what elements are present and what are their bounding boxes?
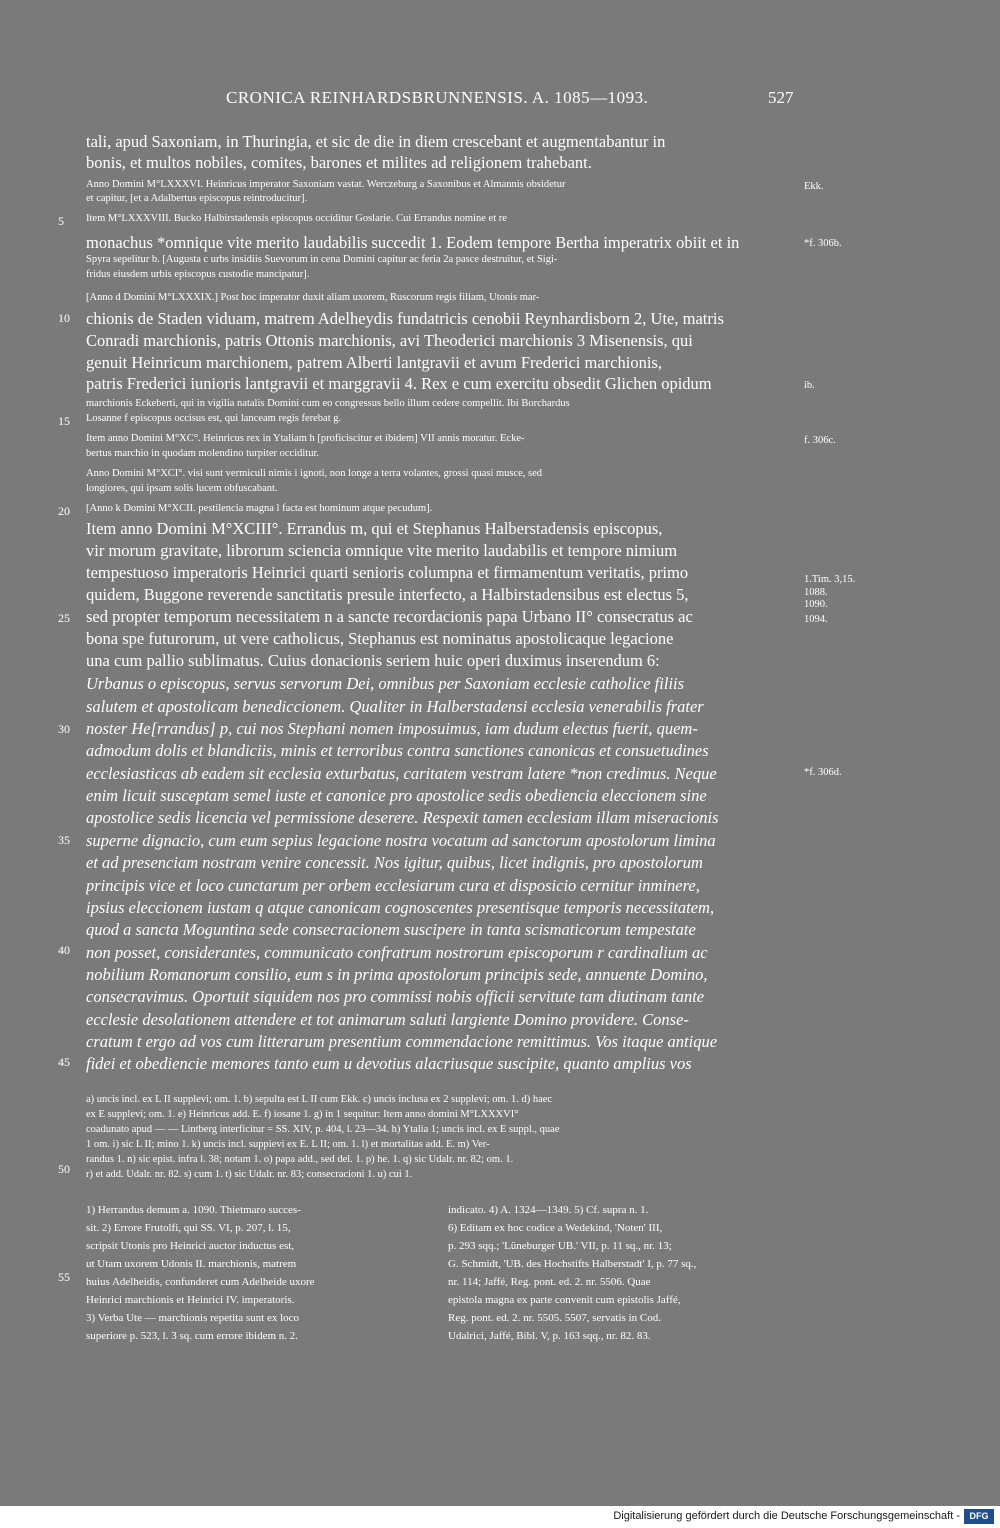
margin-note: 1088. [804, 587, 828, 598]
footnote-line: sit. 2) Errore Frutolfi, qui SS. VI, p. 207, l. 15, [86, 1222, 291, 1234]
line-number: 15 [58, 414, 70, 428]
line-number: 40 [58, 943, 70, 957]
footnote-line: G. Schmidt, 'UB. des Hochstifts Halberstadt' I, p. 77 sq., [448, 1258, 697, 1270]
text-line: noster He[rrandus] p, cui nos Stephani nomen imposuimus, iam dudum electus fuerit, quem- [86, 719, 698, 738]
page-number: 527 [768, 88, 794, 107]
line-number: 25 [58, 611, 70, 625]
text-line: quod a sancta Moguntina sede consecracionem suscipere in tanta scismaticorum tempestate [86, 920, 696, 939]
text-line: fridus eiusdem urbis episcopus custodie mancipatur]. [86, 269, 310, 280]
footnote-line: 3) Verba Ute — marchionis repetita sunt ex loco [86, 1312, 300, 1324]
footnote-line: superiore p. 523, l. 3 sq. cum errore ibidem n. 2. [86, 1330, 299, 1342]
text-line: Anno Domini M°XCI°. visi sunt vermiculi nimis i ignoti, non longe a terra volantes, grossi quasi musce, sed [86, 468, 543, 479]
footnote-line: nr. 114; Jaffé, Reg. pont. ed. 2. nr. 5506. Quae [448, 1276, 651, 1288]
text-line: et ad presenciam nostram venire concessit. Nos igitur, quibus, licet indignis, pro apostolorum [86, 853, 703, 872]
footnote-line: 1) Herrandus demum a. 1090. Thietmaro succes- [86, 1204, 301, 1216]
margin-note: *f. 306d. [804, 767, 842, 778]
text-line: Spyra sepelitur b. [Augusta c urbs insidiis Suevorum in cena Domini capitur ac feria 2a pasce destruitur, et Sigi- [86, 254, 558, 265]
footnote-line: Udalrici, Jaffé, Bibl. V, p. 163 sqq., nr. 82. 83. [448, 1330, 651, 1342]
text-line: bonis, et multos nobiles, comites, barones et milites ad religionem trahebant. [86, 153, 592, 172]
text-line: una cum pallio sublimatus. Cuius donacionis seriem huic operi duximus inserendum 6: [86, 651, 660, 670]
text-line: tali, apud Saxoniam, in Thuringia, et sic de die in diem crescebant et augmentabantur in [86, 132, 666, 151]
footer-credit: Digitalisierung gefördert durch die Deutsche Forschungsgemeinschaft - [613, 1510, 960, 1522]
footnote-line: p. 293 sqq.; 'Lüneburger UB.' VII, p. 11 sq., nr. 13; [448, 1240, 672, 1252]
footnote-line: epistola magna ex parte convenit cum epistolis Jaffé, [448, 1294, 681, 1306]
line-number: 45 [58, 1055, 70, 1069]
text-line: [Anno k Domini M°XCII. pestilencia magna l facta est hominum atque pecudum]. [86, 503, 433, 514]
text-line: patris Frederici iunioris lantgravii et marggravii 4. Rex e cum exercitu obsedit Glichen opidum [86, 374, 712, 393]
apparatus-line: coadunato apud — — Lintberg interficitur = SS. XIV, p. 404, l. 23—34. h) Ytalia 1; uncis incl. ex E suppl., quae [86, 1124, 560, 1135]
text-line: fidei et obediencie memores tanto eum u devotius alacriusque suscipite, quanto amplius vos [86, 1054, 692, 1073]
apparatus-line: ex E supplevi; om. 1. e) Heinricus add. E. f) iosane 1. g) in 1 sequitur: Item anno domini M°LXXXVI° [86, 1109, 519, 1120]
running-title: CRONICA REINHARDSBRUNNENSIS. A. 1085—1093. [226, 88, 649, 107]
text-line: Item M°LXXXVIII. Bucko Halbirstadensis episcopus occiditur Goslarie. Cui Errandus nomine et re [86, 213, 507, 224]
margin-note: ib. [804, 380, 815, 391]
footnote-line: Heinrici marchionis et Heinrici IV. imperatoris. [86, 1294, 295, 1306]
text-line: quidem, Buggone reverende sanctitatis presule interfecto, a Halbirstadensibus est electus 5, [86, 585, 689, 604]
text-line: vir morum gravitate, librorum sciencia omnique vite merito laudabilis et tempore nimium [86, 541, 678, 560]
footnote-line: indicato. 4) A. 1324—1349. 5) Cf. supra n. 1. [448, 1204, 649, 1216]
footnote-line: ut Utam uxorem Udonis II. marchionis, matrem [86, 1258, 297, 1270]
text-line: Conradi marchionis, patris Ottonis marchionis, avi Theoderici marchionis 3 Misenensis, qui [86, 331, 693, 350]
line-number: 35 [58, 833, 70, 847]
line-number: 55 [58, 1270, 70, 1284]
apparatus-line: 1 om. i) sic L II; mino 1. k) uncis incl. suppievi ex E. L II; om. 1. l) et mortalitas add. E. m) Ver- [86, 1139, 490, 1150]
text-line: longiores, qui ipsam solis lucem obfuscabant. [86, 483, 278, 494]
text-line: enim licuit susceptam semel iuste et canonice pro apostolice sedis obediencia eleccionem sine [86, 786, 707, 805]
text-line: admodum dolis et blandiciis, minis et terroribus contra sanctiones canonicas et consuetudines [86, 741, 709, 760]
dfg-logo: DFG [964, 1509, 994, 1524]
apparatus-line: r) et add. Udalr. nr. 82. s) cum 1. t) sic Udalr. nr. 83; consecracioni 1. u) cui 1. [86, 1169, 413, 1180]
text-line: superne dignacio, cum eum sepius legacione nostra vocatum ad sanctorum apostolorum limina [86, 831, 716, 850]
text-line: bertus marchio in quodam molendino turpiter occiditur. [86, 448, 319, 459]
text-line: ipsius eleccionem iustam q atque canonicam cognoscentes presentisque temporis necessitatem, [86, 898, 715, 917]
text-line: [Anno d Domini M°LXXXIX.] Post hoc imperator duxit aliam uxorem, Ruscorum regis filiam, Utonis mar- [86, 292, 540, 303]
text-line: Urbanus o episcopus, servus servorum Dei, omnibus per Saxoniam ecclesie catholice filiis [86, 674, 685, 693]
margin-note: 1.Tim. 3,15. [804, 574, 856, 585]
footer-bar [0, 1506, 1000, 1528]
text-line: chionis de Staden viduam, matrem Adelheydis fundatricis cenobii Reynhardisborn 2, Ute, matris [86, 309, 724, 328]
margin-note: 1094. [804, 614, 828, 625]
text-line: ecclesie desolationem attendere et tot animarum saluti largiente Domino providere. Conse- [86, 1010, 689, 1029]
line-number: 50 [58, 1162, 70, 1176]
text-line: sed propter temporum necessitatem n a sancte recordacionis papa Urbano II° consecratus ac [86, 607, 693, 626]
text-line: Item anno Domini M°XCIII°. Errandus m, qui et Stephanus Halberstadensis episcopus, [86, 519, 663, 538]
text-line: monachus *omnique vite merito laudabilis succedit 1. Eodem tempore Bertha imperatrix obiit et in [86, 233, 740, 252]
text-line: consecravimus. Oportuit siquidem nos pro commissi nobis officii servitute tam diutinam tante [86, 987, 705, 1006]
margin-note: f. 306c. [804, 435, 836, 446]
text-line: cratum t ergo ad vos cum litterarum presentium commendacione remittimus. Vos itaque antique [86, 1032, 718, 1051]
text-line: genuit Heinricum marchionem, patrem Alberti lantgravii et avum Frederici marchionis, [86, 353, 662, 372]
text-line: Losanne f episcopus occisus est, qui lanceam regis ferebat g. [86, 413, 342, 424]
margin-note: 1090. [804, 599, 828, 610]
text-line: marchionis Eckeberti, qui in vigilia natalis Domini cum eo congressus bello illum cedere compellit. Ibi Borchardus [86, 398, 570, 409]
text-line: nobilium Romanorum consilio, eum s in prima apostolorum principis sede, annuente Domino, [86, 965, 708, 984]
text-line: ecclesiasticas ab eadem sit ecclesia exturbatus, caritatem vestram latere *non credimus. Neque [86, 764, 717, 783]
line-number: 20 [58, 504, 70, 518]
text-line: principis vice et loco cunctarum per orbem ecclesiarum cura et disposicio cernitur inminere, [86, 876, 700, 895]
line-number: 5 [58, 214, 64, 228]
apparatus-line: a) uncis incl. ex L II supplevi; om. 1. b) sepulta est L II cum Ekk. c) uncis inclusa ex 2 supplevi; om. 1. d) haec [86, 1094, 553, 1105]
text-line: salutem et apostolicam benediccionem. Qualiter in Halberstadensi ecclesia venerabilis frater [86, 697, 704, 716]
footnote-line: 6) Editam ex hoc codice a Wedekind, 'Noten' III, [448, 1222, 663, 1234]
text-line: et capitur, [et a Adalbertus episcopus reintroducitur]. [86, 193, 308, 204]
text-line: tempestuoso imperatoris Heinrici quarti senioris columpna et firmamentum veritatis, primo [86, 563, 689, 582]
footnote-line: scripsit Utonis pro Heinrici auctor inductus est, [86, 1240, 295, 1252]
text-line: non posset, considerantes, communicato confratrum nostrorum episcoporum r cardinalium ac [86, 943, 708, 962]
text-line: Anno Domini M°LXXXVI. Heinricus imperator Saxoniam vastat. Werczeburg a Saxonibus et Almannis obsidetur [86, 179, 566, 190]
footnote-line: Reg. pont. ed. 2. nr. 5505. 5507, servatis in Cod. [448, 1312, 661, 1324]
text-line: Item anno Domini M°XC°. Heinricus rex in Ytaliam h [proficiscitur et ibidem] VII annis moratur. Ecke- [86, 433, 525, 444]
margin-note: Ekk. [804, 181, 824, 192]
margin-note: *f. 306b. [804, 238, 842, 249]
page-header [0, 88, 1000, 114]
text-line: bona spe futurorum, ut vere catholicus, Stephanus est nominatus apostolicaque legacione [86, 629, 674, 648]
footnote-line: huius Adelheidis, confunderet cum Adelheide uxore [86, 1276, 315, 1288]
line-number: 30 [58, 722, 70, 736]
line-number: 10 [58, 311, 70, 325]
text-line: apostolice sedis licencia vel permissione deserere. Respexit tamen ecclesiam illam miseracionis [86, 808, 719, 827]
apparatus-line: randus 1. n) sic epist. infra l. 38; notam 1. o) papa add., sed del. 1. p) he. 1. q) sic Udalr. nr. 82; om. 1. [86, 1154, 514, 1165]
